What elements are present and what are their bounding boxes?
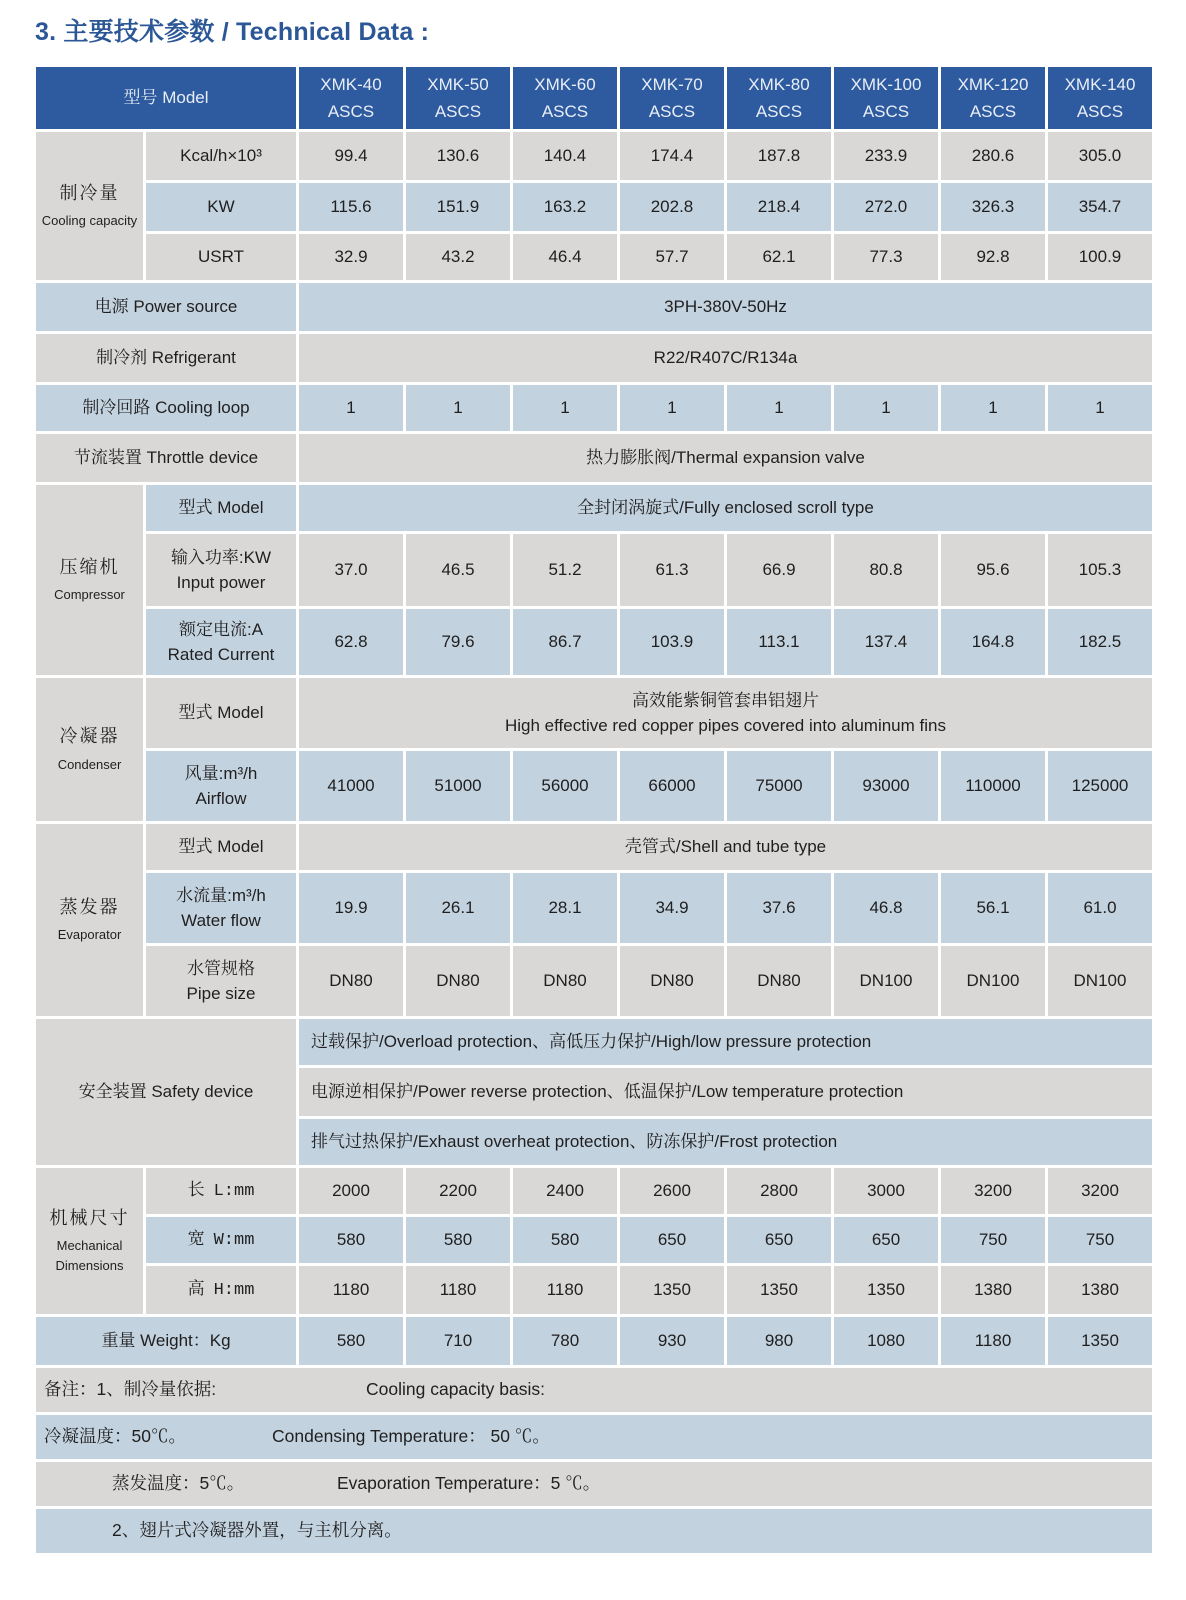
category-label-en: Compressor: [54, 587, 125, 603]
value-cell: 151.9: [406, 183, 510, 231]
row-weight: [36, 1317, 1152, 1365]
model-name: XMK-60: [534, 74, 596, 94]
value-cell: 2600: [620, 1168, 724, 1214]
model-header-cell: [406, 67, 510, 129]
row-label-en: Input power: [176, 573, 266, 592]
row-label-throttle-device: 节流装置 Throttle device: [36, 434, 296, 482]
value-cell: 100.9: [1048, 234, 1152, 280]
value-cell: 580: [406, 1217, 510, 1263]
value-cell: DN80: [406, 946, 510, 1016]
row-cooling-capacity-usrt: [36, 234, 1152, 280]
value-cell: 326.3: [941, 183, 1045, 231]
model-header-cell: [620, 67, 724, 129]
model-header-cell: [727, 67, 831, 129]
row-label-zh: 水管规格: [187, 958, 255, 978]
value-cell: 79.6: [406, 609, 510, 675]
value-cell: 56000: [513, 751, 617, 821]
safety-device-line-2: 电源逆相保护/Power reverse protection、低温保护/Low temperature protection: [299, 1068, 1152, 1116]
value-cell: 103.9: [620, 609, 724, 675]
value-cell: 105.3: [1048, 534, 1152, 606]
note-line-4: [36, 1509, 1152, 1553]
value-cell: 92.8: [941, 234, 1045, 280]
value-cell: 174.4: [620, 132, 724, 180]
model-suffix: ASCS: [862, 102, 910, 121]
model-suffix: ASCS: [1076, 102, 1124, 121]
category-label-zh: 冷凝器: [59, 726, 120, 747]
row-note-3: [36, 1462, 1152, 1506]
value-cell: 113.1: [727, 609, 831, 675]
row-label-en: Pipe size: [186, 984, 256, 1003]
row-label-code: L:mm: [213, 1181, 255, 1201]
refrigerant-value: R22/R407C/R134a: [299, 334, 1152, 382]
model-header-cell: [513, 67, 617, 129]
row-label-code: H:mm: [213, 1280, 255, 1300]
value-cell: 125000: [1048, 751, 1152, 821]
value-cell: 1: [299, 385, 403, 431]
row-label-zh: 水流量:m³/h: [176, 885, 266, 905]
model-name: XMK-120: [957, 74, 1029, 94]
value-cell: 580: [299, 1217, 403, 1263]
note-line-3: [36, 1462, 1152, 1506]
value-cell: 780: [513, 1317, 617, 1365]
row-evaporator-water-flow: [36, 873, 1152, 943]
condenser-model-en: High effective red copper pipes covered into aluminum fins: [505, 716, 946, 735]
value-cell: 28.1: [513, 873, 617, 943]
row-compressor-model: [36, 485, 1152, 531]
value-cell: 580: [513, 1217, 617, 1263]
value-cell: 1: [406, 385, 510, 431]
value-cell: 46.5: [406, 534, 510, 606]
condenser-model-value: [299, 678, 1152, 748]
value-cell: 66.9: [727, 534, 831, 606]
value-cell: 34.9: [620, 873, 724, 943]
value-cell: 115.6: [299, 183, 403, 231]
value-cell: 37.6: [727, 873, 831, 943]
value-cell: 710: [406, 1317, 510, 1365]
value-cell: DN80: [513, 946, 617, 1016]
value-cell: 2400: [513, 1168, 617, 1214]
value-cell: 110000: [941, 751, 1045, 821]
row-label-en: Airflow: [195, 789, 247, 808]
row-note-1: [36, 1368, 1152, 1412]
value-cell: 51000: [406, 751, 510, 821]
value-cell: 1: [620, 385, 724, 431]
value-cell: 580: [299, 1317, 403, 1365]
value-cell: 51.2: [513, 534, 617, 606]
value-cell: 66000: [620, 751, 724, 821]
value-cell: 93000: [834, 751, 938, 821]
value-cell: 354.7: [1048, 183, 1152, 231]
evaporator-model-value: 壳管式/Shell and tube type: [299, 824, 1152, 870]
model-suffix: ASCS: [327, 102, 375, 121]
category-mechanical-dimensions: [36, 1168, 143, 1314]
category-label-en: Condenser: [57, 756, 122, 772]
model-suffix: ASCS: [541, 102, 589, 121]
value-cell: 80.8: [834, 534, 938, 606]
value-cell: 1180: [513, 1266, 617, 1314]
value-cell: 272.0: [834, 183, 938, 231]
row-label: [146, 609, 296, 675]
value-cell: 930: [620, 1317, 724, 1365]
category-compressor: [36, 485, 143, 675]
row-label-zh: 风量:m³/h: [184, 763, 258, 783]
value-cell: 650: [834, 1217, 938, 1263]
row-evaporator-model: [36, 824, 1152, 870]
model-header-cell: [299, 67, 403, 129]
value-cell: DN100: [941, 946, 1045, 1016]
note-line-1: [36, 1368, 1152, 1412]
model-name: XMK-50: [427, 74, 489, 94]
row-label: [146, 1217, 296, 1263]
row-label-refrigerant: 制冷剂 Refrigerant: [36, 334, 296, 382]
value-cell: 2200: [406, 1168, 510, 1214]
category-cooling-capacity: [36, 132, 143, 280]
row-label-safety-device: 安全装置 Safety device: [36, 1019, 296, 1165]
row-dimension-height: [36, 1266, 1152, 1314]
value-cell: 3200: [941, 1168, 1045, 1214]
model-name: XMK-100: [850, 74, 922, 94]
row-cooling-capacity-kcal: [36, 132, 1152, 180]
row-label-zh: 输入功率:KW: [170, 547, 272, 567]
value-cell: 1350: [620, 1266, 724, 1314]
value-cell: 77.3: [834, 234, 938, 280]
row-label: 型式 Model: [146, 485, 296, 531]
value-cell: 1180: [299, 1266, 403, 1314]
note-zh: 冷凝温度：50℃。: [44, 1426, 186, 1447]
row-throttle-device: [36, 434, 1152, 482]
model-header-cell: [1048, 67, 1152, 129]
value-cell: DN100: [834, 946, 938, 1016]
model-name: XMK-140: [1064, 74, 1136, 94]
row-label-zh: 宽: [187, 1228, 205, 1248]
value-cell: 1180: [941, 1317, 1045, 1365]
note-zh: 2、翅片式冷凝器外置，与主机分离。: [112, 1520, 402, 1541]
value-cell: 2800: [727, 1168, 831, 1214]
model-name: XMK-40: [320, 74, 382, 94]
row-power-source: [36, 283, 1152, 331]
value-cell: 41000: [299, 751, 403, 821]
value-cell: 99.4: [299, 132, 403, 180]
value-cell: 750: [941, 1217, 1045, 1263]
row-label-weight: 重量 Weight：Kg: [36, 1317, 296, 1365]
technical-data-table: [33, 64, 1155, 1556]
row-label: [146, 1168, 296, 1214]
row-compressor-input-power: [36, 534, 1152, 606]
model-header-row: [36, 67, 1152, 129]
model-suffix: ASCS: [755, 102, 803, 121]
value-cell: 75000: [727, 751, 831, 821]
value-cell: 46.8: [834, 873, 938, 943]
row-evaporator-pipe-size: [36, 946, 1152, 1016]
row-label-en: Water flow: [181, 911, 261, 930]
row-cooling-capacity-kw: [36, 183, 1152, 231]
row-label: KW: [146, 183, 296, 231]
page-title: 3. 主要技术参数 / Technical Data :: [35, 18, 430, 46]
model-suffix: ASCS: [434, 102, 482, 121]
value-cell: 57.7: [620, 234, 724, 280]
note-en: Cooling capacity basis:: [366, 1379, 545, 1400]
row-label-power-source: 电源 Power source: [36, 283, 296, 331]
value-cell: 61.0: [1048, 873, 1152, 943]
row-label: USRT: [146, 234, 296, 280]
value-cell: 164.8: [941, 609, 1045, 675]
row-label-zh: 额定电流:A: [178, 619, 264, 639]
row-label-zh: 高: [187, 1278, 205, 1298]
value-cell: 19.9: [299, 873, 403, 943]
note-zh: 备注：1、制冷量依据:: [44, 1379, 217, 1400]
value-cell: 137.4: [834, 609, 938, 675]
row-label-zh: 长: [187, 1179, 205, 1199]
note-en: Evaporation Temperature：5 ℃。: [337, 1473, 601, 1494]
value-cell: 95.6: [941, 534, 1045, 606]
value-cell: 62.1: [727, 234, 831, 280]
value-cell: 1: [834, 385, 938, 431]
category-label-en: Evaporator: [57, 927, 122, 943]
row-note-2: [36, 1415, 1152, 1459]
value-cell: 305.0: [1048, 132, 1152, 180]
row-label: [146, 946, 296, 1016]
value-cell: 280.6: [941, 132, 1045, 180]
category-evaporator: [36, 824, 143, 1016]
value-cell: 233.9: [834, 132, 938, 180]
row-label-code: W:mm: [213, 1230, 255, 1250]
note-zh: 蒸发温度：5℃。: [112, 1473, 245, 1494]
compressor-model-value: 全封闭涡旋式/Fully enclosed scroll type: [299, 485, 1152, 531]
value-cell: 750: [1048, 1217, 1152, 1263]
value-cell: 182.5: [1048, 609, 1152, 675]
value-cell: 130.6: [406, 132, 510, 180]
model-suffix: ASCS: [969, 102, 1017, 121]
value-cell: 1080: [834, 1317, 938, 1365]
value-cell: 1350: [834, 1266, 938, 1314]
row-label: [146, 873, 296, 943]
row-dimension-width: [36, 1217, 1152, 1263]
row-safety-device-1: [36, 1019, 1152, 1065]
category-condenser: [36, 678, 143, 821]
value-cell: 163.2: [513, 183, 617, 231]
value-cell: 43.2: [406, 234, 510, 280]
model-name: XMK-80: [748, 74, 810, 94]
value-cell: 650: [727, 1217, 831, 1263]
row-label-en: Rated Current: [167, 645, 275, 664]
safety-device-line-3: 排气过热保护/Exhaust overheat protection、防冻保护/Frost protection: [299, 1119, 1152, 1165]
value-cell: 980: [727, 1317, 831, 1365]
row-refrigerant: [36, 334, 1152, 382]
value-cell: 650: [620, 1217, 724, 1263]
value-cell: 1350: [727, 1266, 831, 1314]
value-cell: 1: [941, 385, 1045, 431]
value-cell: DN100: [1048, 946, 1152, 1016]
value-cell: 1: [727, 385, 831, 431]
value-cell: 26.1: [406, 873, 510, 943]
row-condenser-model: [36, 678, 1152, 748]
value-cell: 56.1: [941, 873, 1045, 943]
model-suffix: ASCS: [648, 102, 696, 121]
row-label-cooling-loop: 制冷回路 Cooling loop: [36, 385, 296, 431]
throttle-device-value: 热力膨胀阀/Thermal expansion valve: [299, 434, 1152, 482]
value-cell: 32.9: [299, 234, 403, 280]
value-cell: DN80: [299, 946, 403, 1016]
value-cell: 187.8: [727, 132, 831, 180]
row-note-4: [36, 1509, 1152, 1553]
category-label-en: Cooling capacity: [41, 213, 138, 229]
value-cell: 37.0: [299, 534, 403, 606]
category-label-zh: 蒸发器: [59, 896, 120, 917]
value-cell: 3200: [1048, 1168, 1152, 1214]
value-cell: 202.8: [620, 183, 724, 231]
value-cell: 46.4: [513, 234, 617, 280]
model-header-cell: [941, 67, 1045, 129]
note-en: Condensing Temperature： 50 ℃。: [272, 1426, 550, 1447]
value-cell: DN80: [727, 946, 831, 1016]
row-label: [146, 751, 296, 821]
value-cell: 3000: [834, 1168, 938, 1214]
row-label: Kcal/h×10³: [146, 132, 296, 180]
category-label-zh: 机械尺寸: [49, 1207, 130, 1228]
category-label-zh: 制冷量: [59, 182, 120, 203]
value-cell: 62.8: [299, 609, 403, 675]
model-header-cell: [834, 67, 938, 129]
value-cell: 1: [1048, 385, 1152, 431]
power-source-value: 3PH-380V-50Hz: [299, 283, 1152, 331]
value-cell: 61.3: [620, 534, 724, 606]
category-label-en: Mechanical Dimensions: [55, 1238, 124, 1274]
value-cell: 1380: [941, 1266, 1045, 1314]
value-cell: 2000: [299, 1168, 403, 1214]
condenser-model-zh: 高效能紫铜管套串铝翅片: [632, 690, 819, 710]
row-condenser-airflow: [36, 751, 1152, 821]
row-label: 型式 Model: [146, 678, 296, 748]
note-line-2: [36, 1415, 1152, 1459]
category-label-zh: 压缩机: [59, 556, 120, 577]
row-compressor-rated-current: [36, 609, 1152, 675]
row-dimension-length: [36, 1168, 1152, 1214]
value-cell: 1380: [1048, 1266, 1152, 1314]
value-cell: 1: [513, 385, 617, 431]
value-cell: DN80: [620, 946, 724, 1016]
model-name: XMK-70: [641, 74, 703, 94]
value-cell: 1180: [406, 1266, 510, 1314]
value-cell: 1350: [1048, 1317, 1152, 1365]
value-cell: 218.4: [727, 183, 831, 231]
value-cell: 86.7: [513, 609, 617, 675]
model-header-label: 型号 Model: [36, 67, 296, 129]
value-cell: 140.4: [513, 132, 617, 180]
safety-device-line-1: 过载保护/Overload protection、高低压力保护/High/low pressure protection: [299, 1019, 1152, 1065]
row-label: [146, 1266, 296, 1314]
row-label: [146, 534, 296, 606]
row-label: 型式 Model: [146, 824, 296, 870]
row-cooling-loop: [36, 385, 1152, 431]
